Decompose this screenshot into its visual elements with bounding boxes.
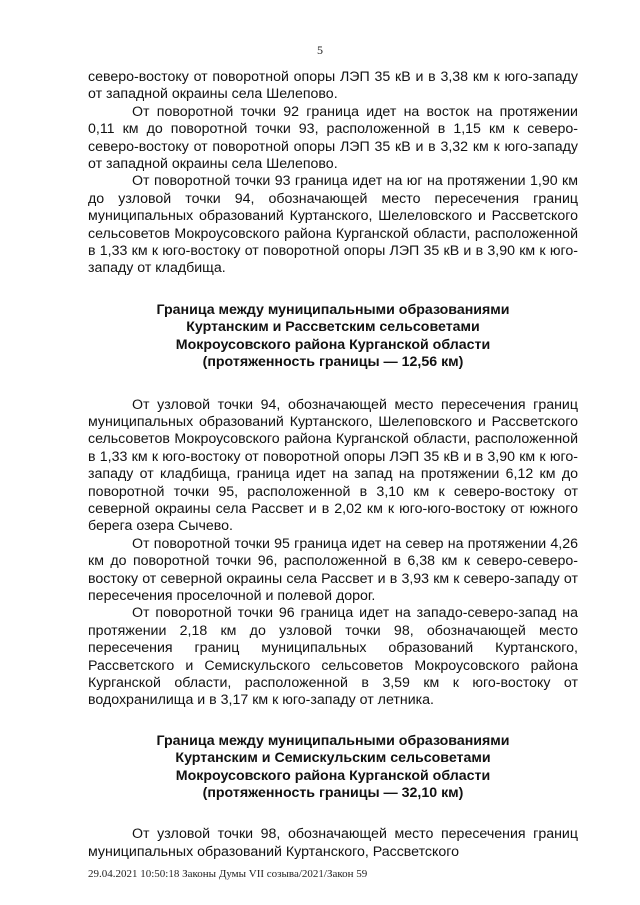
heading-line: Граница между муниципальными образованиями bbox=[156, 732, 510, 749]
page-number: 5 bbox=[317, 43, 323, 57]
section-heading bbox=[88, 302, 578, 372]
heading-line: Мокроусовского района Курганской области bbox=[175, 336, 491, 353]
section-heading bbox=[88, 733, 578, 803]
document-body bbox=[88, 69, 578, 861]
heading-line: (протяженность границы — 32,10 км) bbox=[202, 785, 464, 802]
paragraph: От поворотной точки 95 граница идет на север на протяжении 4,26 км до поворотной точки 96, расположенной в 6,38 км к северо-северо-востоку от северной окраины села Рассвет и в 3,93 км к северо-западу от пересечения проселочной и полевой дорог. bbox=[88, 535, 578, 604]
paragraph: От узловой точки 94, обозначающей место пересечения границ муниципальных образований Куртанского, Шелеповского и Рассветского сельсоветов Мокроусовского района Курганской области, расположенной в 1,33 км к юго-востоку от поворотной опоры ЛЭП 35 кВ и в 3,90 км к юго-западу от кладбища, граница идет на запад на протяжении 6,12 км до поворотной точки 95, расположенной в 3,10 км к северо-востоку от северной окраины села Рассвет и в 2,02 км к юго-юго-востоку от южного берега озера Сычево. bbox=[88, 396, 578, 535]
paragraph: От поворотной точки 93 граница идет на юг на протяжении 1,90 км до узловой точки 94, обозначающей место пересечения границ муниципальных образований Куртанского, Шелеловского и Рассветского сельсоветов Мокроусовского района Курганской области, расположенной в 1,33 км к юго-востоку от поворотной опоры ЛЭП 35 кВ и в 3,90 км к юго-западу от кладбища. bbox=[88, 173, 578, 277]
paragraph: северо-востоку от поворотной опоры ЛЭП 35 кВ и в 3,38 км к юго-западу от западной окраины села Шелепово. bbox=[88, 69, 578, 103]
paragraph: От поворотной точки 92 граница идет на восток на протяжении 0,11 км до поворотной точки 93, расположенной в 1,15 км к северо-северо-востоку от поворотной опоры ЛЭП 35 кВ и в 3,32 км к юго-западу от западной окраины села Шелепово. bbox=[88, 103, 578, 173]
footer-stamp: 29.04.2021 10:50:18 Законы Думы VII созыва/2021/Закон 59 bbox=[88, 868, 368, 880]
heading-line: Мокроусовского района Курганской области bbox=[175, 767, 491, 784]
paragraph: От узловой точки 98, обозначающей место пересечения границ муниципальных образований Куртанского, Рассветского bbox=[88, 826, 578, 860]
heading-line: Куртанским и Семискульским сельсоветами bbox=[175, 750, 491, 767]
heading-line: Куртанским и Рассветским сельсоветами bbox=[186, 319, 480, 336]
heading-line: (протяженность границы — 12,56 км) bbox=[202, 354, 464, 371]
paragraph: От поворотной точки 96 граница идет на западо-северо-запад на протяжении 2,18 км до узловой точки 98, обозначающей место пересечения границ муниципальных образований Куртанского, Рассветского и Семискульского сельсоветов Мокроусовского района Курганской области, расположенной в 3,59 км к юго-востоку от водохранилища и в 3,17 км к юго-западу от летника. bbox=[88, 605, 578, 709]
heading-line: Граница между муниципальными образованиями bbox=[156, 301, 510, 318]
